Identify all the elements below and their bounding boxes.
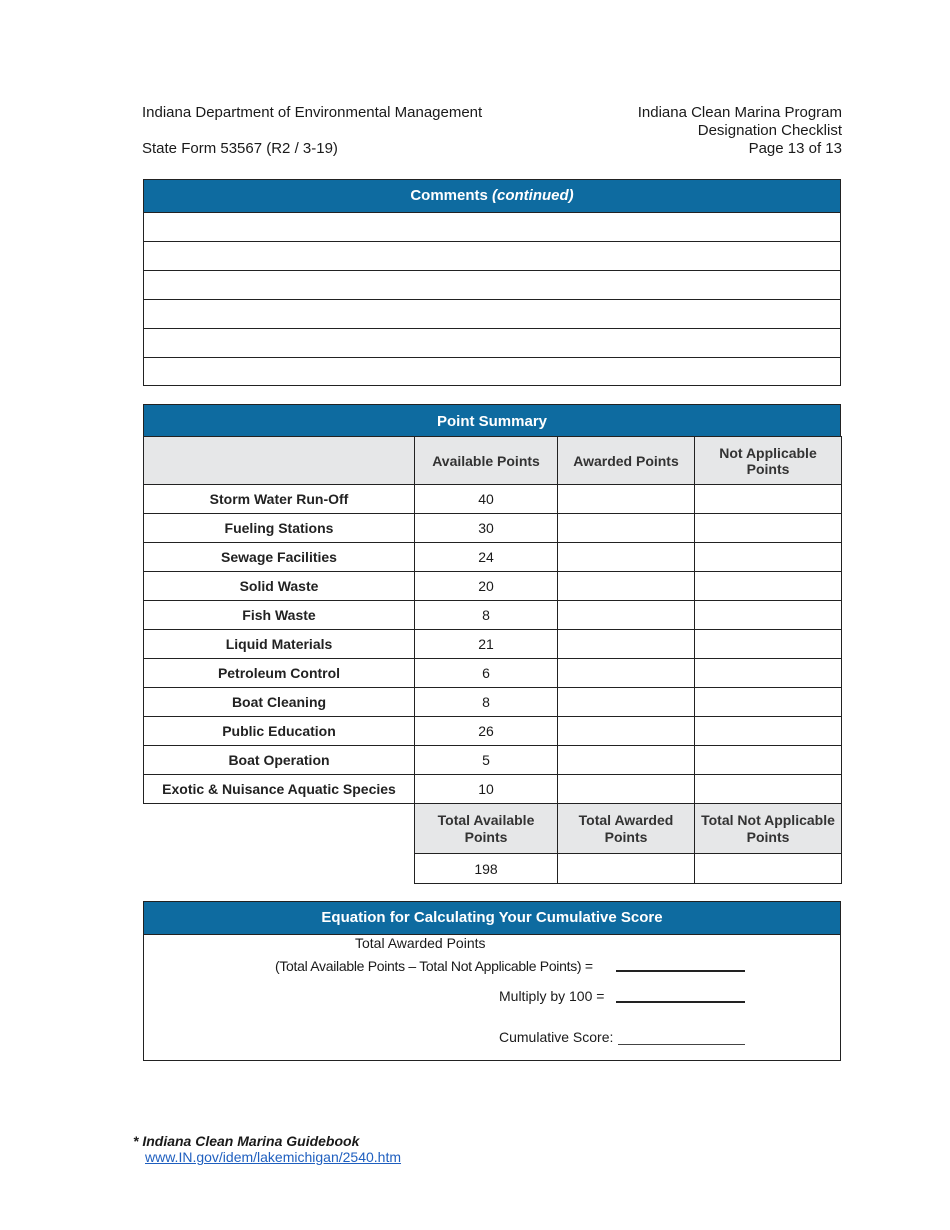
comment-line[interactable] <box>144 300 840 329</box>
equation-section <box>143 901 841 1061</box>
program-name: Indiana Clean Marina Program <box>637 104 842 121</box>
available-points-cell: 8 <box>415 601 558 630</box>
totals-header-row <box>144 804 842 854</box>
equation-denominator: (Total Available Points – Total Not Applicable Points) = <box>275 958 593 974</box>
table-row <box>144 659 842 688</box>
comments-header <box>144 180 840 213</box>
not-applicable-points-input[interactable] <box>695 601 842 630</box>
total-not-applicable-label: Total Not Applicable Points <box>695 804 842 854</box>
equation-numerator: Total Awarded Points <box>355 935 486 951</box>
point-summary-title: Point Summary <box>143 404 841 437</box>
awarded-points-input[interactable] <box>558 775 695 804</box>
awarded-points-input[interactable] <box>558 630 695 659</box>
total-awarded-label: Total Awarded Points <box>558 804 695 854</box>
category-cell: Fueling Stations <box>144 514 415 543</box>
comment-line[interactable] <box>144 329 840 358</box>
col-header-available: Available Points <box>415 437 558 485</box>
col-header-not-applicable: Not Applicable Points <box>695 437 842 485</box>
multiply-label: Multiply by 100 = <box>499 988 605 1004</box>
not-applicable-points-input[interactable] <box>695 717 842 746</box>
equation-title: Equation for Calculating Your Cumulative Score <box>144 902 840 935</box>
header-right <box>638 104 842 158</box>
not-applicable-points-input[interactable] <box>695 688 842 717</box>
comment-line[interactable] <box>144 271 840 300</box>
not-applicable-points-input[interactable] <box>695 572 842 601</box>
table-row <box>144 775 842 804</box>
category-cell: Boat Operation <box>144 746 415 775</box>
not-applicable-points-input[interactable] <box>695 659 842 688</box>
comment-line[interactable] <box>144 358 840 387</box>
awarded-points-input[interactable] <box>558 485 695 514</box>
not-applicable-points-input[interactable] <box>695 775 842 804</box>
col-header-awarded: Awarded Points <box>558 437 695 485</box>
ratio-answer-line[interactable] <box>616 970 745 972</box>
awarded-points-input[interactable] <box>558 543 695 572</box>
not-applicable-points-input[interactable] <box>695 514 842 543</box>
table-row <box>144 601 842 630</box>
category-cell: Exotic & Nuisance Aquatic Species <box>144 775 415 804</box>
category-cell: Fish Waste <box>144 601 415 630</box>
agency-name: Indiana Department of Environmental Management <box>142 104 483 121</box>
guidebook-link[interactable]: www.IN.gov/idem/lakemichigan/2540.htm <box>145 1149 402 1165</box>
available-points-cell: 21 <box>415 630 558 659</box>
available-points-cell: 6 <box>415 659 558 688</box>
document-name: Designation Checklist <box>697 122 842 139</box>
cumulative-score-label: Cumulative Score: <box>499 1029 614 1045</box>
total-available-label: Total Available Points <box>415 804 558 854</box>
not-applicable-points-input[interactable] <box>695 485 842 514</box>
guidebook-reference: * Indiana Clean Marina Guidebook <box>133 1133 360 1149</box>
comments-section <box>143 179 841 386</box>
totals-value-row <box>144 854 842 884</box>
page-number: Page 13 of 13 <box>748 140 842 157</box>
total-awarded-input[interactable] <box>558 854 695 884</box>
not-applicable-points-input[interactable] <box>695 746 842 775</box>
awarded-points-input[interactable] <box>558 659 695 688</box>
available-points-cell: 40 <box>415 485 558 514</box>
comment-line[interactable] <box>144 242 840 271</box>
available-points-cell: 8 <box>415 688 558 717</box>
category-cell: Storm Water Run-Off <box>144 485 415 514</box>
available-points-cell: 30 <box>415 514 558 543</box>
awarded-points-input[interactable] <box>558 572 695 601</box>
totals-blank-cell <box>144 854 415 884</box>
table-row <box>144 717 842 746</box>
category-cell: Petroleum Control <box>144 659 415 688</box>
not-applicable-points-input[interactable] <box>695 543 842 572</box>
category-cell: Public Education <box>144 717 415 746</box>
awarded-points-input[interactable] <box>558 601 695 630</box>
awarded-points-input[interactable] <box>558 746 695 775</box>
table-row <box>144 485 842 514</box>
awarded-points-input[interactable] <box>558 717 695 746</box>
table-row <box>144 543 842 572</box>
point-summary-header-row <box>144 437 842 485</box>
table-row <box>144 746 842 775</box>
table-row <box>144 630 842 659</box>
point-summary-table <box>143 436 842 884</box>
available-points-cell: 24 <box>415 543 558 572</box>
awarded-points-input[interactable] <box>558 688 695 717</box>
multiply-answer-line[interactable] <box>616 1001 745 1003</box>
totals-blank-cell <box>144 804 415 854</box>
table-row <box>144 688 842 717</box>
header-blank-cell <box>144 437 415 485</box>
awarded-points-input[interactable] <box>558 514 695 543</box>
category-cell: Boat Cleaning <box>144 688 415 717</box>
total-not-applicable-input[interactable] <box>695 854 842 884</box>
comment-line[interactable] <box>144 213 840 242</box>
category-cell: Sewage Facilities <box>144 543 415 572</box>
comments-title-suffix: (continued) <box>492 187 574 204</box>
category-cell: Solid Waste <box>144 572 415 601</box>
category-cell: Liquid Materials <box>144 630 415 659</box>
available-points-cell: 5 <box>415 746 558 775</box>
form-number: State Form 53567 (R2 / 3-19) <box>142 140 338 157</box>
available-points-cell: 20 <box>415 572 558 601</box>
not-applicable-points-input[interactable] <box>695 630 842 659</box>
available-points-cell: 26 <box>415 717 558 746</box>
total-available-value: 198 <box>415 854 558 884</box>
table-row <box>144 514 842 543</box>
available-points-cell: 10 <box>415 775 558 804</box>
table-row <box>144 572 842 601</box>
cumulative-score-line[interactable] <box>618 1044 745 1045</box>
comments-title: Comments <box>410 187 488 204</box>
